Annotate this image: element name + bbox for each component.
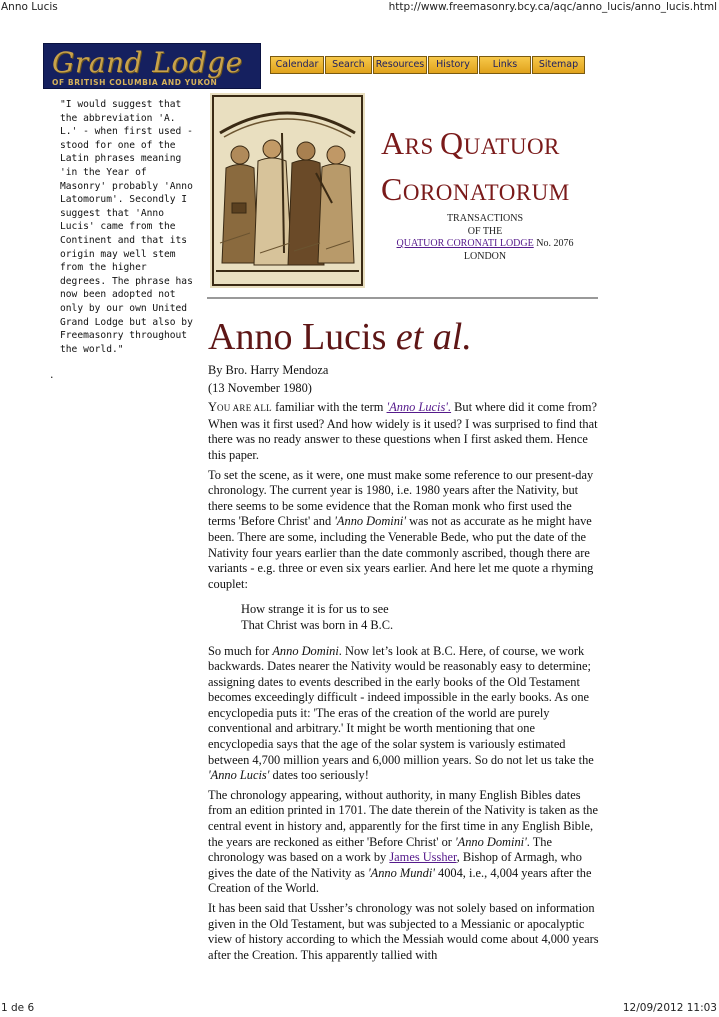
aqc-initial-c: C (381, 171, 403, 207)
paragraph-2: To set the scene, as it were, one must make some reference to our present-day chronology. The current year is 1980, i.e. 1980 years after the Nativity, but there seems to be some evidence that the Roman monk who first used the terms 'Before Christ' and 'Anno Domini' was not as accurate as he might have been. There are some, including the Venerable Bede, who put the date of the Nativity four years earlier than the date commonly ascribed, though there are variants - e.g. three or even six years earlier. And here let me quote a rhyming couplet: (208, 467, 594, 591)
lodge-number: No. 2076 (536, 238, 574, 249)
nav-sitemap-button[interactable]: Sitemap (532, 56, 585, 74)
nav-search-button[interactable]: Search (325, 56, 372, 74)
grand-lodge-logo[interactable] (43, 43, 261, 89)
print-datetime: 12/09/2012 11:03 (622, 1002, 717, 1014)
dropcap: Y (208, 400, 217, 415)
print-page-title: Anno Lucis (1, 1, 58, 13)
quatuor-coronati-lodge-link[interactable]: QUATUOR CORONATI LODGE (396, 238, 534, 249)
aqc-initial-a: A (381, 125, 405, 161)
nav-resources-button[interactable]: Resources (373, 56, 427, 74)
article-title-main: Anno Lucis (208, 316, 396, 358)
article-title-italic: et al. (395, 316, 472, 358)
paragraph-3: So much for Anno Domini. Now let’s look at B.C. Here, of course, we work backwards. Dates nearer the Nativity would be reasonably easy to determine; assigning dates to events described in the early books of the Old Testament becomes exceedingly difficult - indeed impossible in the early books. As one encyclopedia puts it: 'The eras of the creation of the world are purely conventional and arbitrary.' It might be worth mentioning that one encyclopedia says that the age of the solar system is variously estimated between 4,700 million years and 6,000 million years. So do not let us take the 'Anno Lucis' dates too seriously! (208, 643, 594, 783)
aqc-uatuor: UATUOR (463, 134, 560, 159)
pull-quote: "I would suggest that the abbreviation 'A. L.' - when first used - stood for one of the Latin phrases meaning 'in the Year of Masonry' probably 'Anno Latomorum'. Secondly I suggest that 'Anno Lucis' came from the Continent and that its origin may well stem from the higher degrees. The phrase has now been adopted not only by our own United Grand Lodge but also by Freemasonry throughout the world." (60, 99, 193, 355)
woodcut-illustration (210, 93, 365, 288)
aqc-of-the: OF THE (467, 225, 503, 237)
article-byline: By Bro. Harry Mendoza (208, 363, 329, 377)
nav-history-button[interactable]: History (428, 56, 478, 74)
four-crowned-martyrs-woodcut (210, 93, 365, 288)
paragraph-4: The chronology appearing, without authority, in many English Bibles dates from an edition printed in 1701. The date therein of the Nativity is taken as the central event in history and, apparently for the first time in any English Bible, the years are reckoned as either 'Before Christ' or 'Anno Domini'. The chronology was based on a work by James Ussher, Bishop of Armagh, who gives the date of the Nativity as 'Anno Mundi' 4004, i.e., 4,004 years after the Creation of the World. (208, 787, 598, 896)
aqc-title (381, 122, 591, 214)
print-page-number: 1 de 6 (1, 1002, 35, 1014)
aqc-rs: RS (404, 134, 440, 159)
left-dot: . (50, 368, 54, 381)
aqc-city: LONDON (463, 250, 507, 262)
nav-calendar-button[interactable]: Calendar (270, 56, 324, 74)
aqc-transactions (384, 213, 586, 263)
logo-title: Grand Lodge (52, 46, 243, 79)
aqc-initial-q: Q (440, 125, 464, 161)
paragraph-1: YOU ARE ALL familiar with the term 'Anno Lucis'. But where did it come from? When was it first used? And how widely is it used? I was surprised to find that there was no ready answer to these questions when I first asked them. Hence this paper. (208, 400, 598, 462)
aqc-oronatorum: ORONATORUM (402, 180, 570, 205)
nav-links-button[interactable]: Links (479, 56, 531, 74)
couplet-line-1: How strange it is for us to see (241, 602, 389, 617)
aqc-transactions-label: TRANSACTIONS (446, 213, 524, 224)
anno-lucis-link[interactable]: 'Anno Lucis'. (386, 400, 452, 415)
logo-subtitle: OF BRITISH COLUMBIA AND YUKON (52, 78, 218, 87)
header-divider (207, 297, 598, 299)
top-nav (270, 56, 585, 74)
rhyming-couplet (241, 602, 600, 633)
article-title (208, 313, 472, 361)
smallcaps-opening: OU ARE ALL (216, 403, 272, 414)
james-ussher-link[interactable]: James Ussher (389, 850, 457, 865)
paragraph-5: It has been said that Ussher’s chronology was not solely based on information given in the Old Testament, but was subjected to a Messianic or apocalyptic view of history according to which the Messiah would come about 4,000 years after the Creation. This apparently tallied with (208, 901, 599, 962)
article-date: (13 November 1980) (208, 380, 312, 395)
couplet-line-2: That Christ was born in 4 B.C. (241, 617, 394, 632)
print-page-url: http://www.freemasonry.bcy.ca/aqc/anno_lucis/anno_lucis.html (388, 1, 717, 13)
article-body (208, 363, 600, 967)
